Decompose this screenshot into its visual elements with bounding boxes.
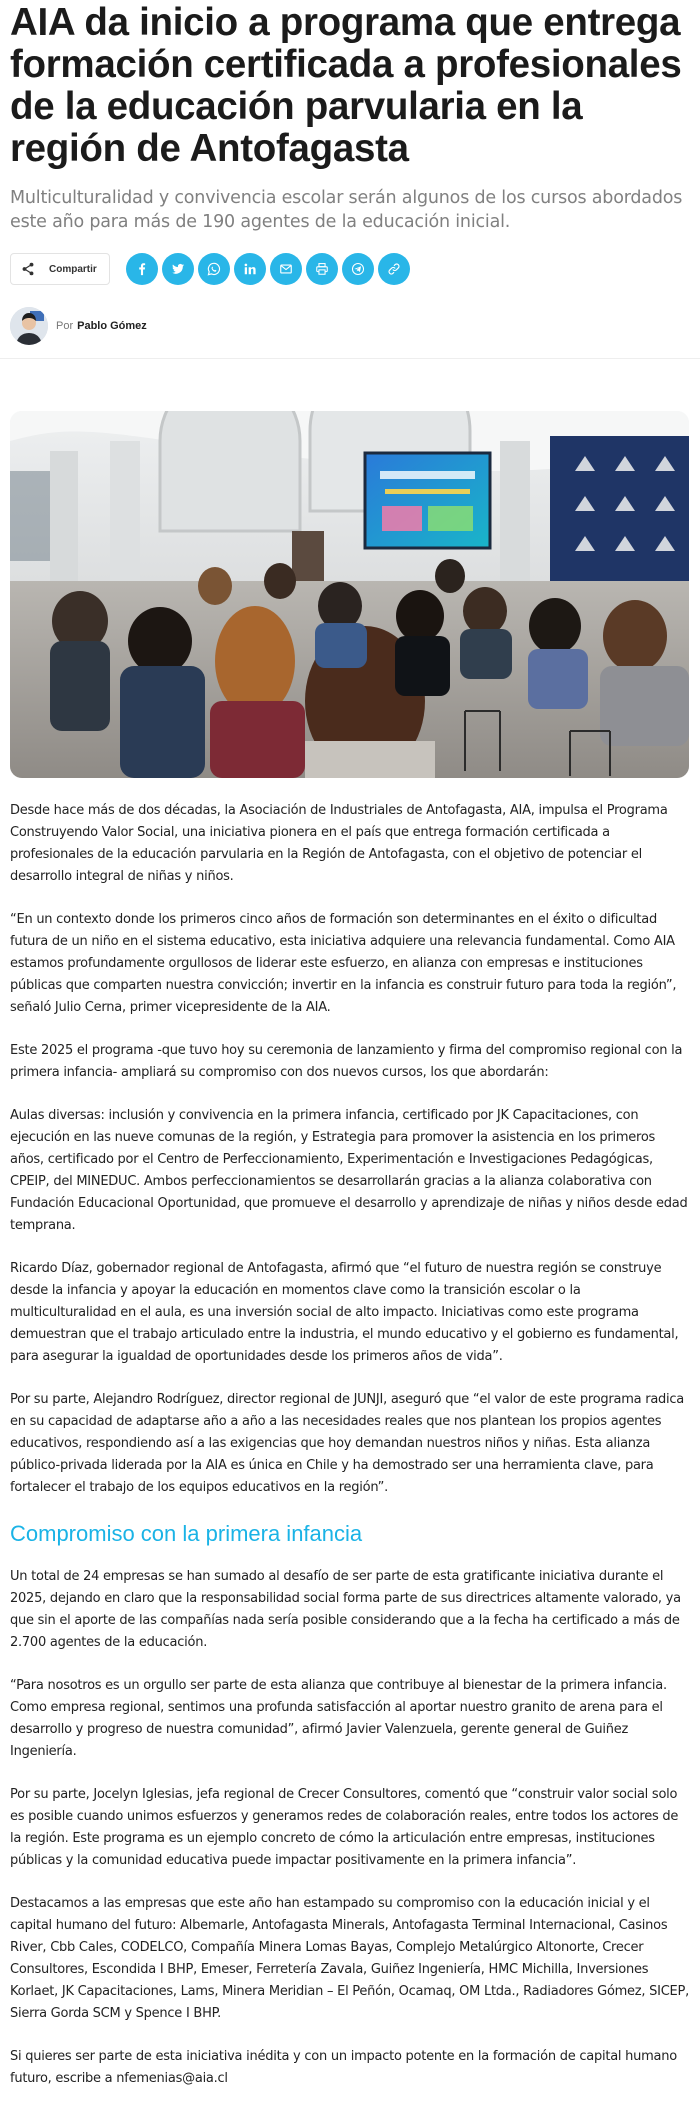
telegram-icon xyxy=(351,262,365,276)
share-telegram-button[interactable] xyxy=(342,253,374,285)
whatsapp-icon xyxy=(207,262,221,276)
share-facebook-button[interactable] xyxy=(126,253,158,285)
body-paragraph: “Para nosotros es un orgullo ser parte de esta alianza que contribuye al bienestar de la primera infancia. Como empresa regional, sentimos una profunda satisfacción al aportar nuestro granito de arena para el desarrollo y progreso de nuestra comunidad”, afirmó Javier Valenzuela, gerente general de Guiñez Ingeniería. xyxy=(10,1678,667,1759)
facebook-icon xyxy=(135,262,149,276)
author-byline xyxy=(10,305,690,347)
share-icon xyxy=(21,262,35,276)
share-copy-link-button[interactable] xyxy=(378,253,410,285)
linkedin-icon xyxy=(243,262,257,276)
body-paragraph: Un total de 24 empresas se han sumado al desafío de ser parte de esta gratificante iniciativa durante el 2025, dejando en claro que la responsabilidad social forma parte de sus directrices altamente valorado, ya que sin el aporte de las compañías nada sería posible considerando que a la fecha ha certificado a más de 2.700 agentes de la educación. xyxy=(10,1569,681,1650)
body-paragraph: Desde hace más de dos décadas, la Asociación de Industriales de Antofagasta, AIA, impulsa el Programa Construyendo Valor Social, una iniciativa pionera en el país que entrega formación certificada a profesionales de la educación parvularia en la Región de Antofagasta, con el objetivo de potenciar el desarrollo integral de niñas y niños. xyxy=(10,803,668,884)
section-heading: Compromiso con la primera infancia xyxy=(10,1521,363,1546)
share-bar xyxy=(10,252,690,286)
share-linkedin-button[interactable] xyxy=(234,253,266,285)
body-paragraph: Ricardo Díaz, gobernador regional de Antofagasta, afirmó que “el futuro de nuestra región se construye desde la infancia y apoyar la educación en momentos clave como la transición escolar o la multiculturalidad en el aula, es una inversión social de alto impacto. Iniciativas como este programa demuestran que el trabajo articulado entre la industria, el mundo educativo y el gobierno es fundamental, para asegurar la igualdad de oportunidades desde los primeros años de vida”. xyxy=(10,1261,679,1364)
article-body xyxy=(10,800,689,2111)
article-hero-image xyxy=(10,411,689,778)
article-subtitle: Multiculturalidad y convivencia escolar serán algunos de los cursos abordados este año para más de 190 agentes de la educación inicial. xyxy=(10,188,683,232)
share-whatsapp-button[interactable] xyxy=(198,253,230,285)
share-label: Compartir xyxy=(49,263,97,275)
article-title: AIA da inicio a programa que entrega formación certificada a profesionales de la educación parvularia en la región de Antofagasta xyxy=(10,1,682,170)
header-divider xyxy=(0,358,700,359)
twitter-icon xyxy=(171,262,185,276)
share-print-button[interactable] xyxy=(306,253,338,285)
event-photo xyxy=(10,411,689,778)
body-paragraph: “En un contexto donde los primeros cinco años de formación son determinantes en el éxito o dificultad futura de un niño en el sistema educativo, esta iniciativa adquiere una relevancia fundamental. Como AIA estamos profundamente orgullosos de liderar este esfuerzo, en alianza con empresas e instituciones públicas que comparten nuestra convicción; invertir en la infancia es construir futuro para toda la región”, señaló Julio Cerna, primer vicepresidente de la AIA. xyxy=(10,912,677,1015)
body-paragraph: Por su parte, Alejandro Rodríguez, director regional de JUNJI, aseguró que “el valor de este programa radica en su capacidad de adaptarse año a año a las necesidades reales que nos plantean los propios agentes educativos, respondiendo así a las exigencias que hoy demandan nuestros niños y niñas. Esta alianza público-privada liderada por la AIA es única en Chile y ha demostrado ser una herramienta clave, para fortalecer el trabajo de los equipos educativos en la región”. xyxy=(10,1392,685,1495)
share-twitter-button[interactable] xyxy=(162,253,194,285)
body-paragraph: Si quieres ser parte de esta iniciativa inédita y con un impacto potente en la formación de capital humano futuro, escribe a nfemenias@aia.cl xyxy=(10,2049,677,2086)
body-paragraph: Este 2025 el programa -que tuvo hoy su ceremonia de lanzamiento y firma del compromiso regional con la primera infancia- ampliará su compromiso con dos nuevos cursos, los que abordarán: xyxy=(10,1043,683,1080)
author-name-link[interactable]: Pablo Gómez xyxy=(77,320,147,332)
email-icon xyxy=(279,262,293,276)
share-button[interactable] xyxy=(10,253,110,285)
print-icon xyxy=(315,262,329,276)
body-paragraph: Destacamos a las empresas que este año han estampado su compromiso con la educación inicial y el capital humano del futuro: Albemarle, Antofagasta Minerals, Antofagasta Terminal Internacional, Casinos River, Cbb Cales, CODELCO, Compañía Minera Lomas Bayas, Complejo Metalúrgico Altonorte, Crecer Consultores, Escondida I BHP, Emeser, Ferretería Zavala, Guiñez Ingeniería, HMC Michilla, Inversiones Korlaet, JK Capacitaciones, Lams, Minera Meridian – El Peñón, Ocamaq, OM Ltda., Radiadores Gómez, SICEP, Sierra Gorda SCM y Spence I BHP. xyxy=(10,1896,689,2021)
body-paragraph: Por su parte, Jocelyn Iglesias, jefa regional de Crecer Consultores, comentó que “construir valor social solo es posible cuando unimos esfuerzos y generamos redes de colaboración reales, entre todos los actores de la región. Este programa es un ejemplo concreto de cómo la articulación entre empresas, instituciones públicas y la comunidad educativa puede impactar positivamente en la primera infancia”. xyxy=(10,1787,679,1868)
author-avatar[interactable] xyxy=(10,307,48,345)
author-by-label: Por xyxy=(56,320,74,332)
share-email-button[interactable] xyxy=(270,253,302,285)
author-photo xyxy=(10,307,48,345)
body-paragraph: Aulas diversas: inclusión y convivencia en la primera infancia, certificado por JK Capacitaciones, con ejecución en las nueve comunas de la región, y Estrategia para promover la asistencia en los primeros años, certificado por el Centro de Perfeccionamiento, Experimentación e Investigaciones Pedagógicas, CPEIP, del MINEDUC. Ambos perfeccionamientos se desarrollarán gracias a la alianza colaborativa con Fundación Educacional Oportunidad, que promueve el desarrollo y aprendizaje de niñas y niños desde edad temprana. xyxy=(10,1108,688,1233)
link-icon xyxy=(387,262,401,276)
